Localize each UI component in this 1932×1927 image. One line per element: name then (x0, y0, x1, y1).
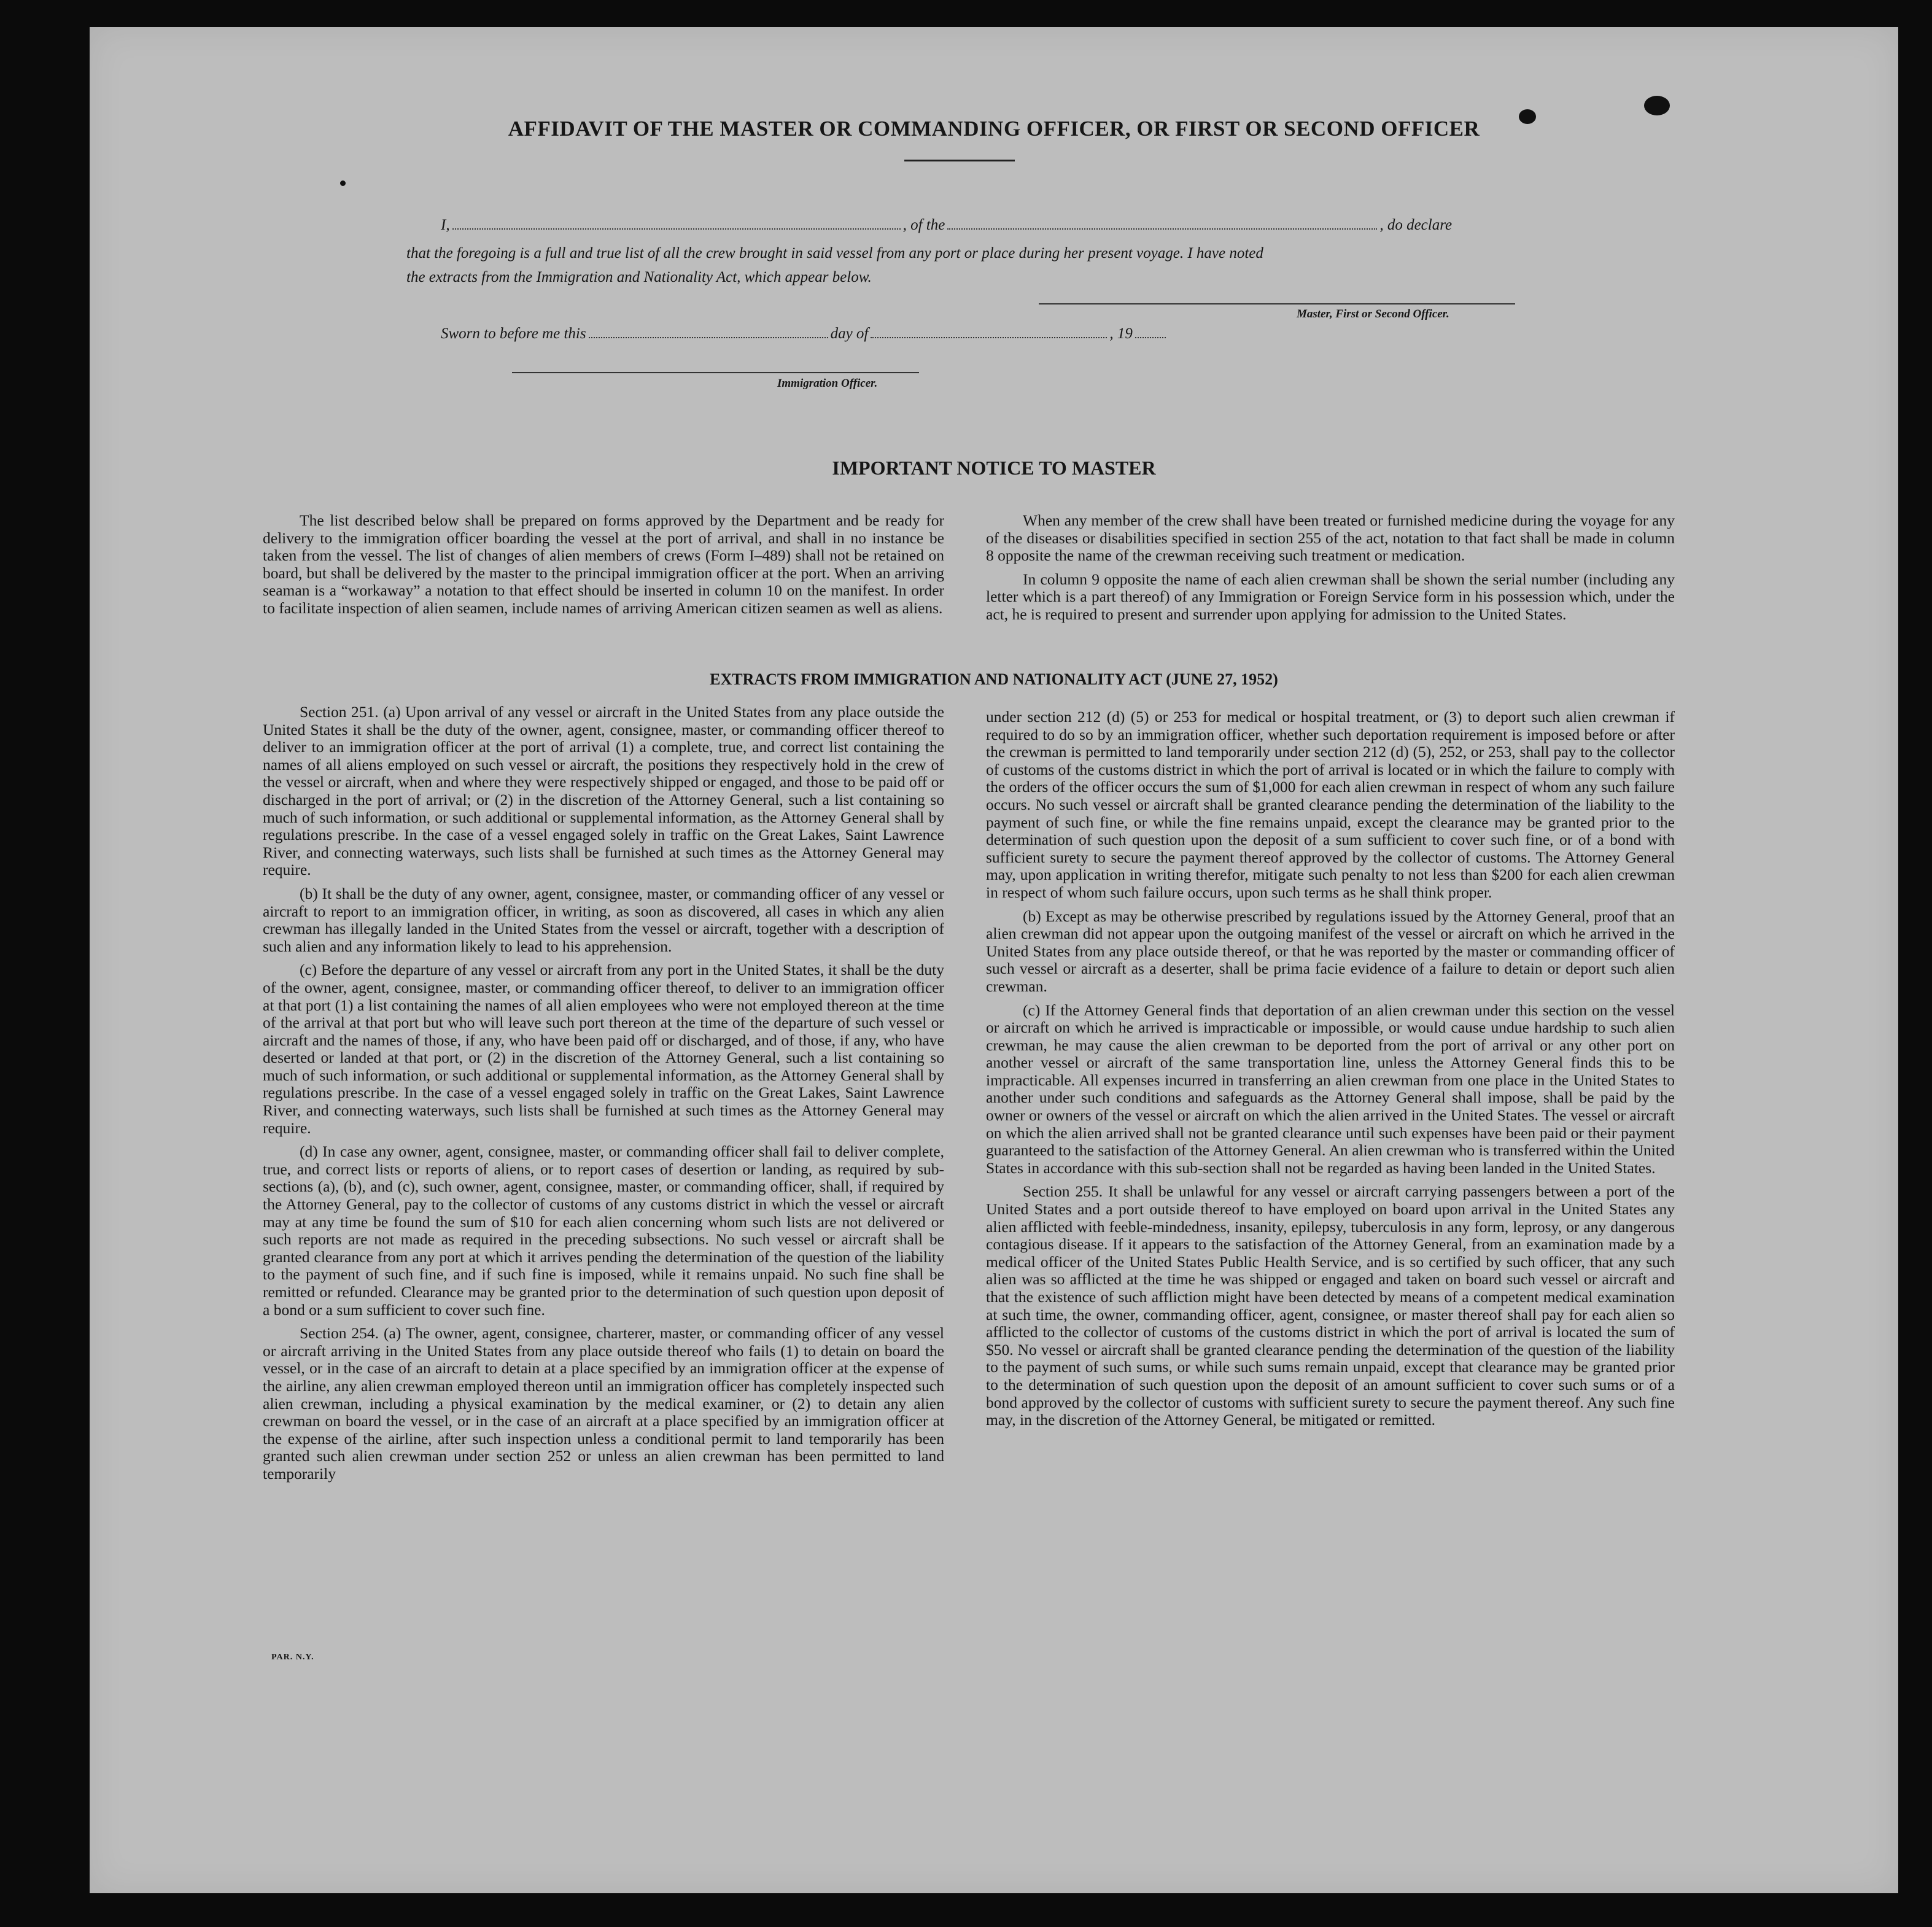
master-signature-caption: Master, First or Second Officer. (1297, 308, 1449, 320)
sworn-line (441, 325, 1168, 343)
ink-speck (340, 180, 346, 186)
declaration-do-declare: , do declare (1379, 217, 1453, 233)
section-254c: (c) If the Attorney General finds that deportation of an alien crewman under this section on the vessel or aircraft on which he arrived is impracticable or impossible, or would cause undue hardship to such alien crewman, he may cause the alien crewman to be deported from the port of arrival or any other port on another vessel or aircraft of the same transportation line, unless the Attorney General finds this to be impracticable. All expenses incurred in transferring an alien crewman from one place in the United States to another under such conditions and safeguards as the Attorney General shall impose, shall be paid by the owner or owners of the vessel or aircraft on which the alien arrived in the United States. The vessel or aircraft on which the alien arrived shall not be granted clearance until such expenses have been paid or their payment guaranteed to the satisfaction of the Attorney General. An alien crewman who is transferred within the United States in accordance with this sub-section shall not be regarded as having been landed in the United States. (986, 1001, 1675, 1177)
sworn-day-blank[interactable] (589, 337, 828, 338)
sworn-text: Sworn to before me this (441, 325, 586, 342)
ink-blot (1519, 109, 1536, 124)
printer-mark: PAR. N.Y. (271, 1653, 314, 1662)
notice-heading: IMPORTANT NOTICE TO MASTER (832, 457, 1156, 479)
notice-left-paragraph: The list described below shall be prepared on forms approved by the Department and be ready for delivery to the immigration officer boarding the vessel at the port of arrival, and shall in no instance be taken from the vessel. The list of changes of alien members of crews (Form I–489) shall not be retained on board, but shall be delivered by the master to the principal immigration officer at the port. When an arriving seaman is a “workaway” a notation to that effect should be inserted in column 10 on the manifest. In order to facilitate inspection of alien seamen, include names of arriving American citizen seamen as well as aliens. (263, 511, 944, 617)
sworn-day-of: day of (830, 325, 869, 342)
master-signature-line[interactable] (1039, 303, 1515, 304)
declaration-line-3: the extracts from the Immigration and Nationality Act, which appear below. (406, 269, 872, 285)
notice-left-column (263, 512, 944, 624)
section-251c: (c) Before the departure of any vessel or aircraft from any port in the United States, it shall be the duty of the owner, agent, consignee, master, or commanding officer thereof, to deliver to an immigration officer at that port (1) a list containing the names of all alien employees who were not employed thereon at the time of the arrival at that port but who will leave such port thereon at the time of the departure of such vessel or aircraft and the names of those, if any, who have been paid off or discharged, and of those, if any, who have deserted or landed at that port, or (2) in the discretion of the Attorney General, such a list containing so much of such information, or such additional or supplemental information, as the Attorney General shall by regulations prescribe. In the case of a vessel engaged solely in traffic on the Great Lakes, Saint Lawrence River, and connecting waterways, such lists shall be furnished at such times as the Attorney General may require. (263, 961, 944, 1137)
declaration-line-2: that the foregoing is a full and true list of all the crew brought in said vessel from any port or place during her present voyage. I have noted (406, 245, 1263, 262)
sworn-month-blank[interactable] (871, 337, 1107, 338)
notice-right-paragraph-2: In column 9 opposite the name of each alien crewman shall be shown the serial number (including any letter which is a part thereof) of any Immigration or Foreign Service form in his possession which, under the act, he is required to present and surrender upon applying for admission to the United States. (986, 570, 1675, 623)
declaration-line-1 (441, 217, 1452, 234)
sworn-year-blank[interactable] (1135, 337, 1166, 338)
extracts-left-column (263, 704, 944, 1489)
officer-signature-line[interactable] (512, 372, 919, 373)
section-254b: (b) Except as may be otherwise prescribed by regulations issued by the Attorney General, proof that an alien crewman did not appear upon the outgoing manifest of the vessel or aircraft on which he arrived in the United States from any place outside thereof, or that he was reported by the master or commanding officer of such vessel or aircraft as a deserter, shall be prima facie evidence of a failure to detain or deport such alien crewman. (986, 907, 1675, 995)
vessel-blank[interactable] (947, 228, 1377, 230)
section-251a: Section 251. (a) Upon arrival of any vessel or aircraft in the United States from any place outside the United States it shall be the duty of the owner, agent, consignee, master, or commanding officer thereof to deliver to an immigration officer at the port of arrival (1) a complete, true, and correct list containing the names of all aliens employed on such vessel or aircraft, the positions they respectively hold in the crew of the vessel or aircraft, when and where they were respectively shipped or engaged, and those to be paid off or discharged in the port of arrival; or (2) in the discretion of the Attorney General, such a list containing so much of such information, or such additional or supplemental information, as the Attorney General shall by regulations prescribe. In the case of a vessel engaged solely in traffic on the Great Lakes, Saint Lawrence River, and connecting waterways, such lists shall be furnished at such times as the Attorney General may require. (263, 703, 944, 879)
section-255: Section 255. It shall be unlawful for any vessel or aircraft carrying passengers between a port of the United States and a port outside thereof to have employed on board upon arrival in the United States any alien afflicted with feeble-mindedness, insanity, epilepsy, tuberculosis in any form, leprosy, or any dangerous contagious disease. If it appears to the satisfaction of the Attorney General, from an examination made by a medical officer of the United States Public Health Service, and is so certified by such officer, that any such alien was so afflicted at the time he was shipped or engaged and taken on board such vessel or aircraft and that the existence of such affliction might have been detected by means of a competent medical examination at such time, the owner, commanding officer, agent, consignee, or master thereof shall pay for each alien so afflicted to the collector of customs of the customs district in which the port of arrival is located the sum of $50. No vessel or aircraft shall be granted clearance pending the determination of the question of the liability to the payment of such sums, or while such sums remain unpaid, except that clearance may be granted prior to the determination of such question upon the deposit of an amount sufficient to cover such sums or of a bond approved by the collector of customs with sufficient surety to secure the payment thereof. Any such fine may, in the discretion of the Attorney General, be mitigated or remitted. (986, 1182, 1675, 1429)
name-blank[interactable] (452, 228, 901, 230)
section-251d: (d) In case any owner, agent, consignee, master, or commanding officer shall fail to deliver complete, true, and correct lists or reports of aliens, or to report cases of desertion or landing, as required by sub-sections (a), (b), and (c), such owner, agent, consignee, master, or commanding officer, shall, if required by the Attorney General, pay to the collector of customs of any customs district in which the vessel or aircraft may at any time be found the sum of $10 for each alien concerning whom such lists are not delivered or such reports are not made as required in the preceding subsections. No such vessel or aircraft shall be granted clearance from any port at which it arrives pending the determination of the question of the liability to the payment of such fine, and if such fine is imposed, while it remains unpaid. No such fine shall be remitted or refunded. Clearance may be granted prior to the determination of such question upon deposit of a bond or a sum sufficient to cover such fine. (263, 1142, 944, 1319)
affidavit-title: AFFIDAVIT OF THE MASTER OR COMMANDING OFFICER, OR FIRST OR SECOND OFFICER (508, 117, 1480, 141)
notice-right-column (986, 512, 1675, 630)
extracts-heading: EXTRACTS FROM IMMIGRATION AND NATIONALITY ACT (JUNE 27, 1952) (710, 670, 1278, 688)
section-251b: (b) It shall be the duty of any owner, agent, consignee, master, or commanding officer of any vessel or aircraft to report to an immigration officer, in writing, as soon as discovered, all cases in which any alien crewman has illegally landed in the United States from the vessel or aircraft, together with a description of such alien and any information likely to lead to his apprehension. (263, 884, 944, 955)
extracts-right-column (986, 708, 1675, 1435)
officer-signature-caption: Immigration Officer. (777, 377, 878, 390)
form-page (90, 27, 1898, 1893)
punch-hole-mark (1644, 96, 1670, 115)
section-254a-continued: under section 212 (d) (5) or 253 for medical or hospital treatment, or (3) to deport such alien crewman if required to do so by an immigration officer, whether such deportation requirement is imposed before or after the crewman is permitted to land temporarily under section 212 (d) (5), 252, or 253, shall pay to the collector of customs of the customs district in which the port of arrival is located or in which the failure to comply with the orders of the officer occurs the sum of $1,000 for each alien crewman in respect of whom any such failure occurs. No such vessel or aircraft shall be granted clearance pending the determination of the liability to the payment of such fine, or while the fine remains unpaid, except the clearance may be granted prior to the determination of such question upon the deposit of a sum sufficient to cover such fine, or of a bond with sufficient surety to secure the payment thereof approved by the collector of customs. The Attorney General may, upon application in writing therefor, mitigate such penalty to not less than $200 for each alien crewman in respect of whom such failure occurs, upon such terms as he shall think proper. (986, 708, 1675, 901)
declaration-of-the: , of the (902, 217, 945, 233)
section-254a: Section 254. (a) The owner, agent, consignee, charterer, master, or commanding officer of any vessel or aircraft arriving in the United States from any place outside thereof who fails (1) to detain on board the vessel, or in the case of an aircraft to detain at a place specified by an immigration officer at the expense of the airline, any alien crewman employed thereon until an immigration officer has completely inspected such alien crewman, including a physical examination by the medical examiner, or (2) to detain any alien crewman on board the vessel, or in the case of an aircraft at a place specified by an immigration officer at the expense of the airline, after such inspection unless a conditional permit to land temporarily has been granted such alien crewman under section 252 or unless an alien crewman has been permitted to land temporarily (263, 1324, 944, 1483)
notice-right-paragraph-1: When any member of the crew shall have been treated or furnished medicine during the voyage for any of the diseases or disabilities specified in section 255 of the act, notation to that fact shall be made in column 8 opposite the name of the crewman receiving such treatment or medication. (986, 511, 1675, 565)
sworn-year-prefix: , 19 (1109, 325, 1133, 342)
title-rule (904, 160, 1015, 161)
declaration-i: I, (441, 217, 450, 233)
